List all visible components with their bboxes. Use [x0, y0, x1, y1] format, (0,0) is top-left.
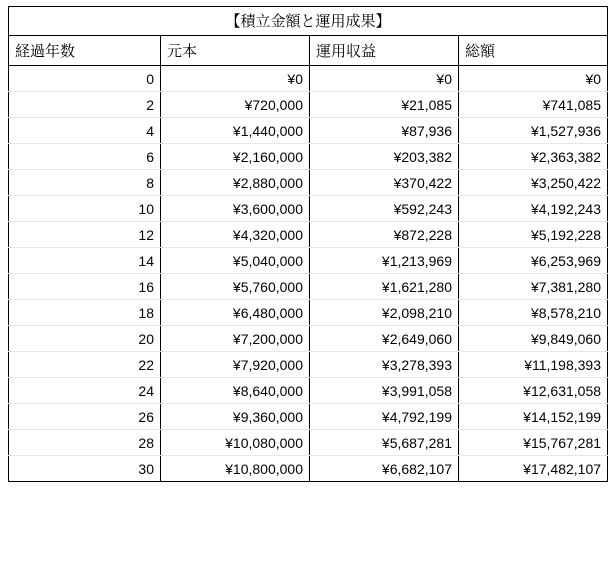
cell-principal: ¥0	[161, 66, 310, 92]
cell-years: 28	[9, 430, 161, 456]
cell-years: 10	[9, 196, 161, 222]
cell-years: 4	[9, 118, 161, 144]
cell-return: ¥370,422	[310, 170, 459, 196]
cell-years: 30	[9, 456, 161, 482]
cell-return: ¥203,382	[310, 144, 459, 170]
table-row	[9, 92, 608, 118]
cell-principal: ¥3,600,000	[161, 196, 310, 222]
cell-total: ¥7,381,280	[459, 274, 608, 300]
cell-total: ¥741,085	[459, 92, 608, 118]
cell-return: ¥0	[310, 66, 459, 92]
cell-principal: ¥7,200,000	[161, 326, 310, 352]
table-row	[9, 170, 608, 196]
table-row	[9, 352, 608, 378]
cell-total: ¥2,363,382	[459, 144, 608, 170]
cell-return: ¥1,213,969	[310, 248, 459, 274]
cell-years: 8	[9, 170, 161, 196]
cell-years: 0	[9, 66, 161, 92]
cell-total: ¥11,198,393	[459, 352, 608, 378]
cell-principal: ¥5,040,000	[161, 248, 310, 274]
header-row	[9, 36, 608, 66]
table-row	[9, 118, 608, 144]
column-header-return: 運用収益	[310, 36, 459, 66]
cell-years: 24	[9, 378, 161, 404]
cell-principal: ¥4,320,000	[161, 222, 310, 248]
cell-total: ¥17,482,107	[459, 456, 608, 482]
cell-return: ¥2,098,210	[310, 300, 459, 326]
cell-principal: ¥5,760,000	[161, 274, 310, 300]
cell-years: 6	[9, 144, 161, 170]
cell-principal: ¥10,080,000	[161, 430, 310, 456]
cell-total: ¥8,578,210	[459, 300, 608, 326]
table-body	[9, 7, 608, 482]
cell-return: ¥1,621,280	[310, 274, 459, 300]
cell-return: ¥872,228	[310, 222, 459, 248]
cell-total: ¥1,527,936	[459, 118, 608, 144]
table-row	[9, 404, 608, 430]
table-row	[9, 456, 608, 482]
cell-principal: ¥1,440,000	[161, 118, 310, 144]
cell-total: ¥4,192,243	[459, 196, 608, 222]
table-row	[9, 326, 608, 352]
cell-total: ¥15,767,281	[459, 430, 608, 456]
cell-total: ¥9,849,060	[459, 326, 608, 352]
cell-total: ¥3,250,422	[459, 170, 608, 196]
cell-return: ¥4,792,199	[310, 404, 459, 430]
cell-return: ¥6,682,107	[310, 456, 459, 482]
cell-principal: ¥2,880,000	[161, 170, 310, 196]
table-row	[9, 144, 608, 170]
cell-return: ¥2,649,060	[310, 326, 459, 352]
cell-principal: ¥8,640,000	[161, 378, 310, 404]
table-title: 【積立金額と運用成果】	[9, 7, 608, 36]
cell-total: ¥6,253,969	[459, 248, 608, 274]
cell-return: ¥3,278,393	[310, 352, 459, 378]
table-row	[9, 222, 608, 248]
table-row	[9, 430, 608, 456]
table-row	[9, 66, 608, 92]
cell-years: 16	[9, 274, 161, 300]
table-row	[9, 300, 608, 326]
column-header-principal: 元本	[161, 36, 310, 66]
table-row	[9, 248, 608, 274]
cell-principal: ¥720,000	[161, 92, 310, 118]
cell-return: ¥87,936	[310, 118, 459, 144]
cell-years: 2	[9, 92, 161, 118]
cell-years: 14	[9, 248, 161, 274]
cell-total: ¥0	[459, 66, 608, 92]
cell-return: ¥5,687,281	[310, 430, 459, 456]
cell-return: ¥21,085	[310, 92, 459, 118]
cell-total: ¥14,152,199	[459, 404, 608, 430]
column-header-total: 総額	[459, 36, 608, 66]
cell-total: ¥12,631,058	[459, 378, 608, 404]
title-row	[9, 7, 608, 36]
cell-years: 18	[9, 300, 161, 326]
cell-principal: ¥2,160,000	[161, 144, 310, 170]
cell-years: 12	[9, 222, 161, 248]
cell-return: ¥592,243	[310, 196, 459, 222]
cell-principal: ¥10,800,000	[161, 456, 310, 482]
cell-principal: ¥6,480,000	[161, 300, 310, 326]
cell-return: ¥3,991,058	[310, 378, 459, 404]
table-row	[9, 196, 608, 222]
cell-principal: ¥9,360,000	[161, 404, 310, 430]
column-header-years: 経過年数	[9, 36, 161, 66]
cell-principal: ¥7,920,000	[161, 352, 310, 378]
cell-years: 26	[9, 404, 161, 430]
table-row	[9, 274, 608, 300]
cell-years: 22	[9, 352, 161, 378]
table-row	[9, 378, 608, 404]
investment-table	[8, 6, 608, 482]
cell-total: ¥5,192,228	[459, 222, 608, 248]
cell-years: 20	[9, 326, 161, 352]
